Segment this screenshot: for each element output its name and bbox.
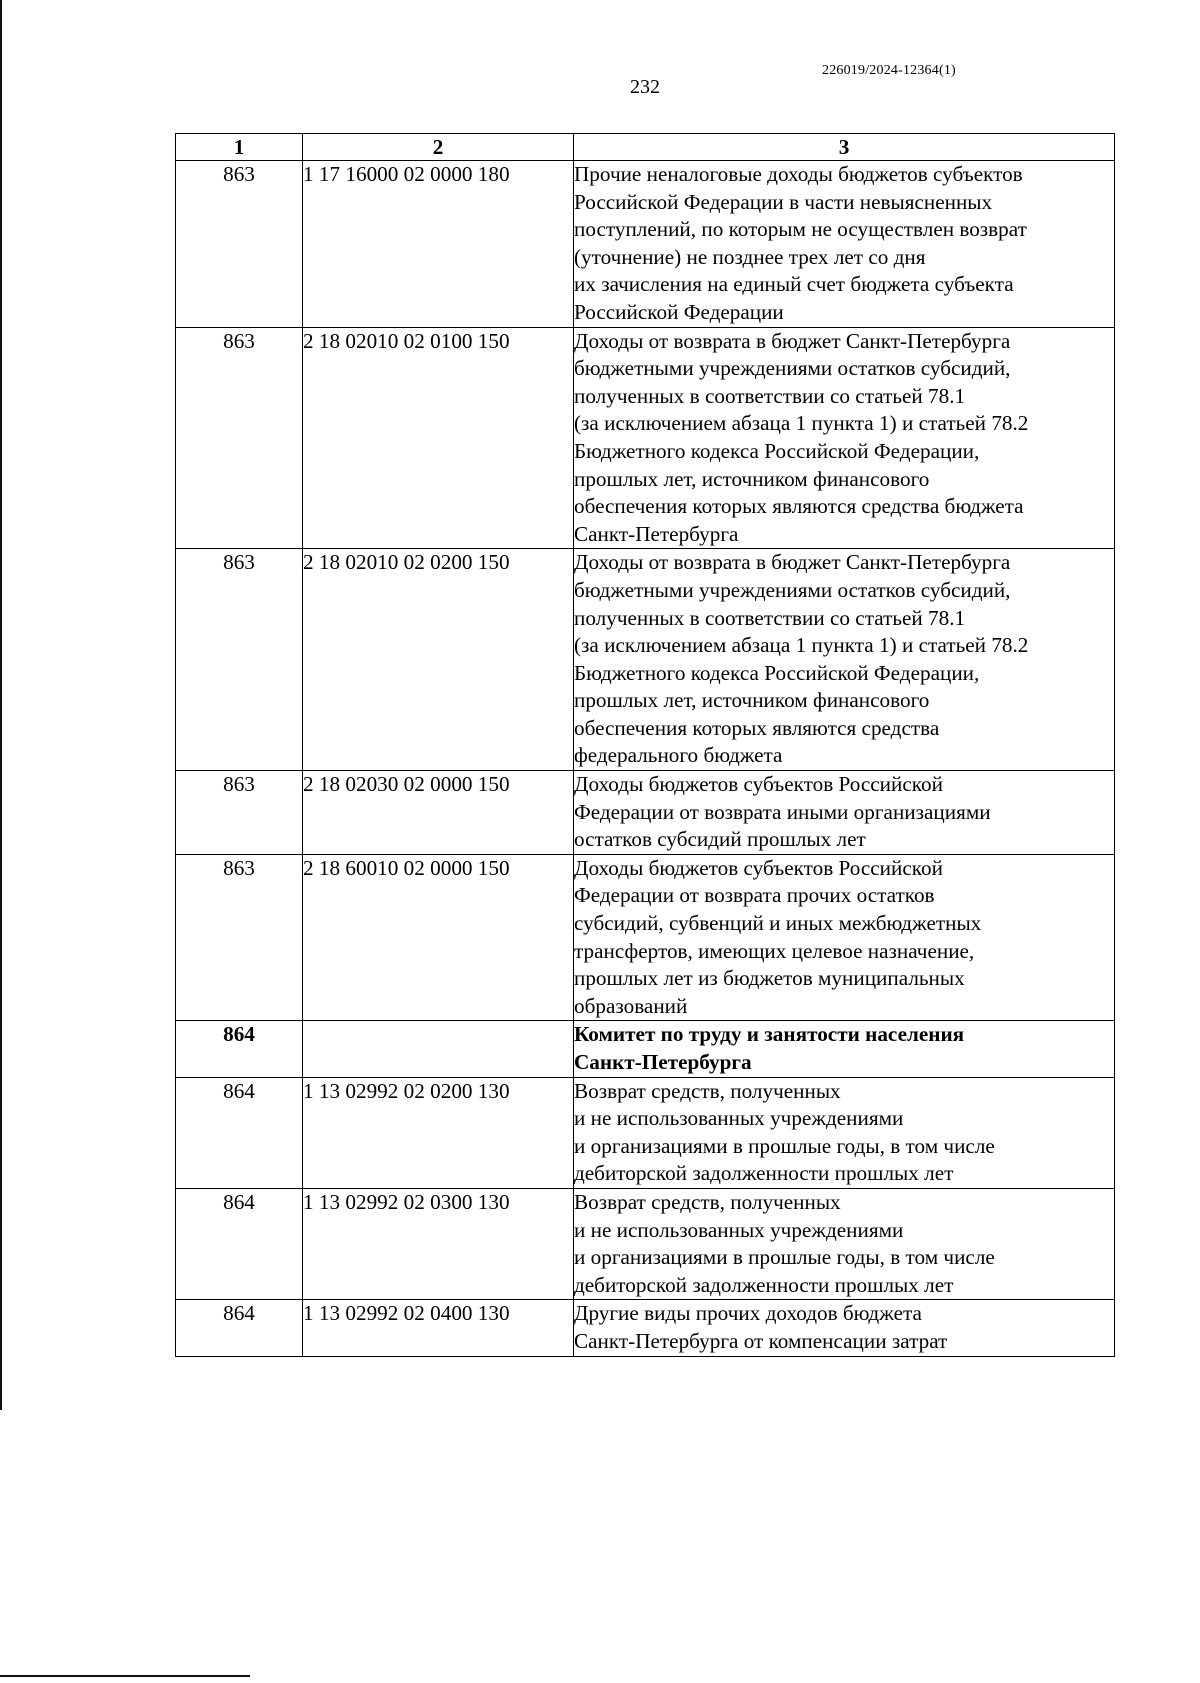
column-header-3: 3 xyxy=(574,134,1115,161)
description-line: Комитет по труду и занятости населения xyxy=(574,1022,965,1047)
table-row xyxy=(176,1188,1115,1299)
description-line: и организациями в прошлые годы, в том числе xyxy=(574,1133,995,1158)
description-cell xyxy=(574,854,1115,1021)
admin-code-cell: 863 xyxy=(176,327,303,549)
description-cell xyxy=(574,327,1115,549)
description-line: Возврат средств, полученных xyxy=(574,1078,841,1103)
column-header-1: 1 xyxy=(176,134,303,161)
description-line: их зачисления на единый счет бюджета субъекта xyxy=(574,272,1014,297)
description-cell xyxy=(574,1077,1115,1188)
footnote-rule xyxy=(0,1675,250,1677)
description-line: Доходы от возврата в бюджет Санкт-Петербурга xyxy=(574,328,1011,353)
description-line: полученных в соответствии со статьей 78.1 xyxy=(574,383,966,408)
revenue-code-cell: 1 17 16000 02 0000 180 xyxy=(303,161,574,328)
description-line: Бюджетного кодекса Российской Федерации, xyxy=(574,660,980,685)
revenue-codes-table xyxy=(175,133,1115,1357)
description-line: и не использованных учреждениями xyxy=(574,1217,904,1242)
column-header-2: 2 xyxy=(303,134,574,161)
description-cell xyxy=(574,161,1115,328)
revenue-code-cell: 2 18 02010 02 0200 150 xyxy=(303,549,574,771)
description-line: Санкт-Петербурга xyxy=(574,521,739,546)
description-line: бюджетными учреждениями остатков субсидий, xyxy=(574,577,1011,602)
description-line: (за исключением абзаца 1 пункта 1) и статьей 78.2 xyxy=(574,411,1029,436)
revenue-code-cell: 1 13 02992 02 0400 130 xyxy=(303,1300,574,1356)
admin-code-cell: 864 xyxy=(176,1077,303,1188)
description-cell xyxy=(574,549,1115,771)
description-line: Доходы бюджетов субъектов Российской xyxy=(574,855,943,880)
description-line: Доходы от возврата в бюджет Санкт-Петербурга xyxy=(574,550,1011,575)
description-line: (за исключением абзаца 1 пункта 1) и статьей 78.2 xyxy=(574,633,1029,658)
admin-code-cell: 863 xyxy=(176,161,303,328)
description-line: дебиторской задолженности прошлых лет xyxy=(574,1161,954,1186)
description-line: обеспечения которых являются средства бюджета xyxy=(574,494,1024,519)
description-line: прошлых лет, источником финансового xyxy=(574,688,930,713)
description-line: остатков субсидий прошлых лет xyxy=(574,827,866,852)
description-line: трансфертов, имеющих целевое назначение, xyxy=(574,938,975,963)
scan-left-edge xyxy=(0,0,2,1410)
description-line: прошлых лет из бюджетов муниципальных xyxy=(574,966,965,991)
admin-code-cell: 864 xyxy=(176,1300,303,1356)
description-line: Возврат средств, полученных xyxy=(574,1189,841,1214)
description-cell xyxy=(574,1021,1115,1077)
table-row xyxy=(176,771,1115,855)
table-row xyxy=(176,549,1115,771)
table-row xyxy=(176,1021,1115,1077)
table-row xyxy=(176,1077,1115,1188)
description-line: Прочие неналоговые доходы бюджетов субъектов xyxy=(574,162,1023,186)
description-line: и организациями в прошлые годы, в том числе xyxy=(574,1245,995,1270)
description-line: поступлений, по которым не осуществлен возврат xyxy=(574,217,1027,242)
revenue-code-cell: 2 18 02030 02 0000 150 xyxy=(303,771,574,855)
revenue-code-cell: 2 18 02010 02 0100 150 xyxy=(303,327,574,549)
admin-code-cell: 863 xyxy=(176,771,303,855)
page-number: 232 xyxy=(630,76,660,98)
description-line: Российской Федерации в части невыясненных xyxy=(574,189,993,214)
description-line: Федерации от возврата иными организациями xyxy=(574,799,991,824)
admin-code-cell: 864 xyxy=(176,1188,303,1299)
table-row xyxy=(176,1300,1115,1356)
revenue-code-cell: 2 18 60010 02 0000 150 xyxy=(303,854,574,1021)
admin-code-cell: 863 xyxy=(176,854,303,1021)
revenue-code-cell: 1 13 02992 02 0300 130 xyxy=(303,1188,574,1299)
description-line: Доходы бюджетов субъектов Российской xyxy=(574,772,943,797)
description-line: образований xyxy=(574,993,688,1018)
description-cell xyxy=(574,1300,1115,1356)
description-line: Федерации от возврата прочих остатков xyxy=(574,883,935,908)
document-id: 226019/2024-12364(1) xyxy=(822,63,956,78)
table-row xyxy=(176,161,1115,328)
description-cell xyxy=(574,771,1115,855)
description-line: дебиторской задолженности прошлых лет xyxy=(574,1272,954,1297)
description-line: субсидий, субвенций и иных межбюджетных xyxy=(574,911,982,936)
description-line: Бюджетного кодекса Российской Федерации, xyxy=(574,438,980,463)
admin-code-cell: 864 xyxy=(176,1021,303,1077)
description-line: прошлых лет, источником финансового xyxy=(574,466,930,491)
description-line: Российской Федерации xyxy=(574,299,784,324)
table-body xyxy=(176,161,1115,1357)
description-line: федерального бюджета xyxy=(574,743,783,768)
revenue-code-cell xyxy=(303,1021,574,1077)
admin-code-cell: 863 xyxy=(176,549,303,771)
description-cell xyxy=(574,1188,1115,1299)
description-line: полученных в соответствии со статьей 78.1 xyxy=(574,605,966,630)
description-line: (уточнение) не позднее трех лет со дня xyxy=(574,244,926,269)
table-row xyxy=(176,854,1115,1021)
description-line: и не использованных учреждениями xyxy=(574,1106,904,1131)
description-line: обеспечения которых являются средства xyxy=(574,715,940,740)
table-header-row xyxy=(176,134,1115,161)
revenue-code-cell: 1 13 02992 02 0200 130 xyxy=(303,1077,574,1188)
description-line: Другие виды прочих доходов бюджета xyxy=(574,1301,922,1326)
description-line: Санкт-Петербурга xyxy=(574,1050,752,1074)
description-line: Санкт-Петербурга от компенсации затрат xyxy=(574,1328,948,1353)
description-line: бюджетными учреждениями остатков субсидий, xyxy=(574,356,1011,381)
table-row xyxy=(176,327,1115,549)
